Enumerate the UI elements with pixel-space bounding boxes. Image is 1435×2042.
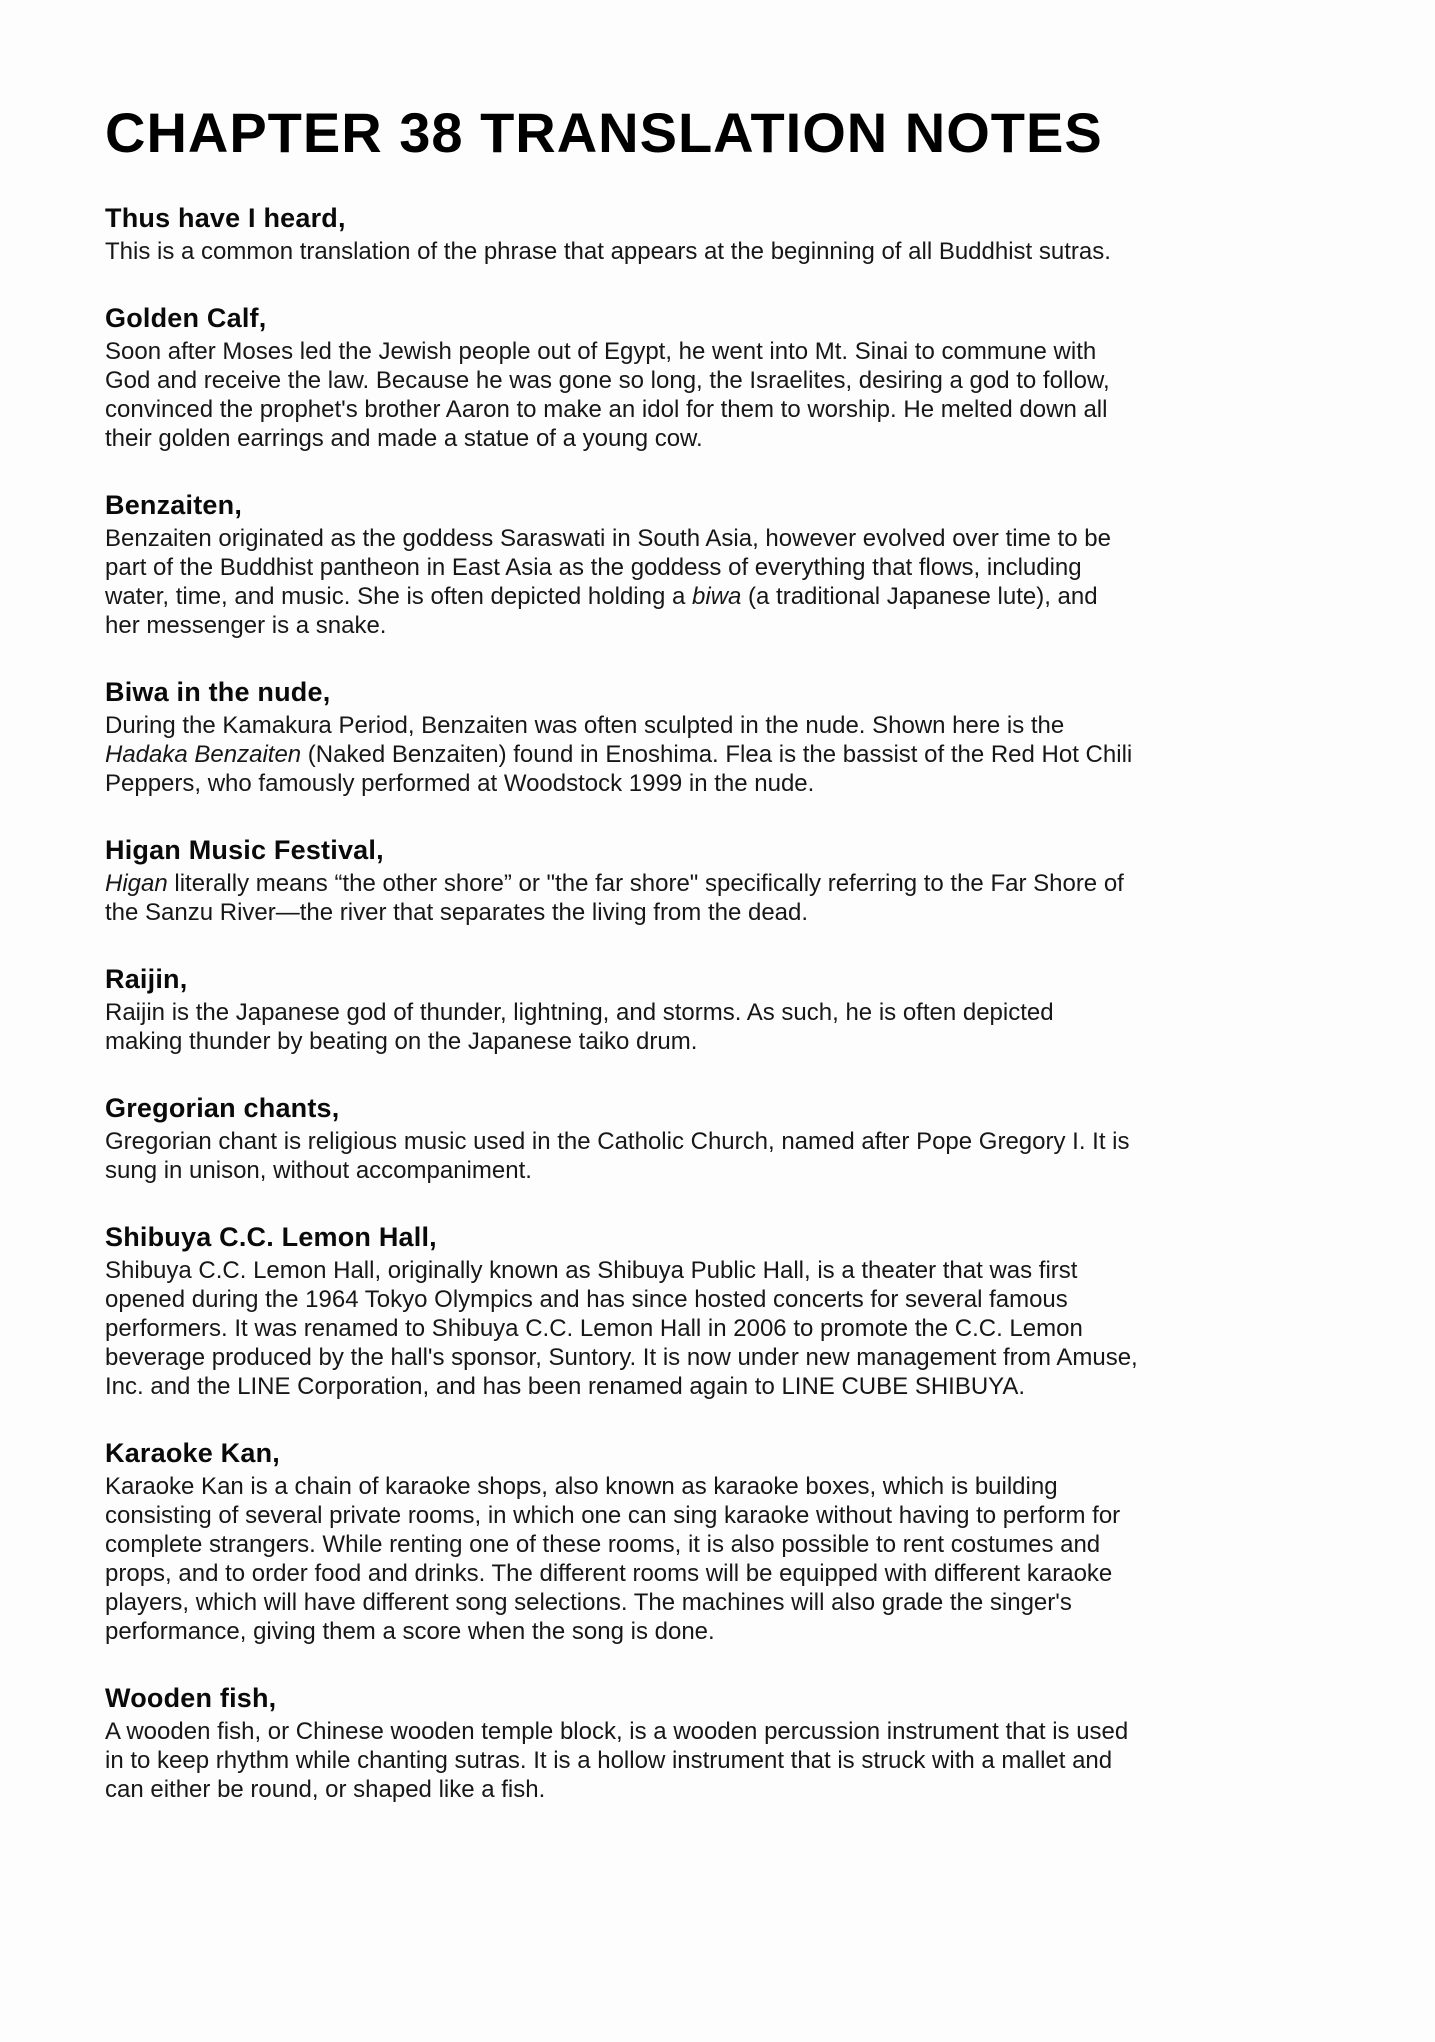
note-heading: Golden Calf, [105, 303, 267, 333]
note-section [105, 963, 1335, 1056]
text-segment: Shibuya C.C. Lemon Hall, originally known as Shibuya Public Hall, is a theater that was first [105, 1257, 1078, 1284]
note-line [105, 395, 1335, 424]
notes-list [105, 202, 1335, 1804]
note-line [105, 524, 1335, 553]
note-line [105, 1775, 1335, 1804]
text-segment: their golden earrings and made a statue of a young cow. [105, 425, 703, 452]
note-paragraph [105, 869, 1335, 927]
text-segment: Peppers, who famously performed at Woodstock 1999 in the nude. [105, 770, 815, 797]
note-paragraph [105, 524, 1335, 640]
note-paragraph [105, 1127, 1335, 1185]
note-paragraph [105, 711, 1335, 798]
note-heading: Biwa in the nude, [105, 677, 331, 707]
note-section [105, 1682, 1335, 1804]
text-segment: consisting of several private rooms, in which one can sing karaoke without having to perform for [105, 1502, 1121, 1529]
note-section [105, 834, 1335, 927]
text-segment: Karaoke Kan is a chain of karaoke shops, also known as karaoke boxes, which is building [105, 1473, 1058, 1500]
text-segment: convinced the prophet's brother Aaron to make an idol for them to worship. He melted down all [105, 396, 1108, 423]
note-line [105, 1472, 1335, 1501]
note-line [105, 1256, 1335, 1285]
text-segment: making thunder by beating on the Japanese taiko drum. [105, 1028, 698, 1055]
text-segment: Raijin is the Japanese god of thunder, lightning, and storms. As such, he is often depicted [105, 999, 1054, 1026]
text-segment: players, which will have different song selections. The machines will also grade the singer's [105, 1589, 1072, 1616]
note-line [105, 553, 1335, 582]
text-segment: part of the Buddhist pantheon in East Asia as the goddess of everything that flows, including [105, 554, 1082, 581]
text-segment: Benzaiten originated as the goddess Saraswati in South Asia, however evolved over time to be [105, 525, 1111, 552]
note-line [105, 769, 1335, 798]
text-segment: Higan [105, 870, 168, 897]
note-line [105, 998, 1335, 1027]
note-line [105, 1027, 1335, 1056]
text-segment: Gregorian chant is religious music used in the Catholic Church, named after Pope Gregory I. It is [105, 1128, 1130, 1155]
note-heading: Karaoke Kan, [105, 1438, 280, 1468]
text-segment: performers. It was renamed to Shibuya C.C. Lemon Hall in 2006 to promote the C.C. Lemon [105, 1315, 1083, 1342]
note-line [105, 898, 1335, 927]
note-paragraph [105, 1472, 1335, 1646]
text-segment: (a traditional Japanese lute), and [741, 583, 1098, 610]
text-segment: biwa [692, 583, 742, 610]
text-segment: the Sanzu River—the river that separates the living from the dead. [105, 899, 809, 926]
text-segment: Soon after Moses led the Jewish people out of Egypt, he went into Mt. Sinai to commune with [105, 338, 1097, 365]
text-segment: in to keep rhythm while chanting sutras. It is a hollow instrument that is struck with a mallet and [105, 1747, 1113, 1774]
note-line [105, 711, 1335, 740]
note-line [105, 366, 1335, 395]
note-heading: Wooden fish, [105, 1683, 277, 1713]
note-section [105, 202, 1335, 266]
text-segment: During the Kamakura Period, Benzaiten was often sculpted in the nude. Shown here is the [105, 712, 1065, 739]
note-paragraph [105, 998, 1335, 1056]
note-heading: Higan Music Festival, [105, 835, 384, 865]
text-segment: can either be round, or shaped like a fish. [105, 1776, 546, 1803]
note-line [105, 1530, 1335, 1559]
note-line [105, 1314, 1335, 1343]
text-segment: performance, giving them a score when the song is done. [105, 1618, 715, 1645]
note-paragraph [105, 337, 1335, 453]
text-segment: This is a common translation of the phrase that appears at the beginning of all Buddhist sutras. [105, 238, 1111, 265]
note-line [105, 237, 1335, 266]
note-heading: Gregorian chants, [105, 1093, 340, 1123]
text-segment: sung in unison, without accompaniment. [105, 1157, 532, 1184]
note-paragraph [105, 237, 1335, 266]
text-segment: water, time, and music. She is often depicted holding a [105, 583, 693, 610]
note-line [105, 869, 1335, 898]
note-line [105, 1559, 1335, 1588]
note-line [105, 1501, 1335, 1530]
text-segment: Hadaka Benzaiten [105, 741, 302, 768]
text-segment: her messenger is a snake. [105, 612, 387, 639]
note-heading: Thus have I heard, [105, 203, 346, 233]
text-segment: beverage produced by the hall's sponsor, Suntory. It is now under new management from Amuse, [105, 1344, 1138, 1371]
note-paragraph [105, 1717, 1335, 1804]
note-line [105, 1156, 1335, 1185]
text-segment: complete strangers. While renting one of these rooms, it is also possible to rent costumes and [105, 1531, 1101, 1558]
note-paragraph [105, 1256, 1335, 1401]
note-line [105, 1343, 1335, 1372]
note-section [105, 1221, 1335, 1401]
note-section [105, 489, 1335, 640]
note-line [105, 1588, 1335, 1617]
note-heading: Raijin, [105, 964, 188, 994]
note-line [105, 611, 1335, 640]
text-segment: literally means “the other shore” or "the far shore" specifically referring to the Far Shore of [167, 870, 1124, 897]
text-segment: props, and to order food and drinks. The different rooms will be equipped with different karaoke [105, 1560, 1113, 1587]
note-section [105, 1437, 1335, 1646]
note-line [105, 1372, 1335, 1401]
text-segment: Inc. and the LINE Corporation, and has been renamed again to LINE CUBE SHIBUYA. [105, 1373, 1026, 1400]
note-line [105, 740, 1335, 769]
note-line [105, 1285, 1335, 1314]
text-segment: A wooden fish, or Chinese wooden temple block, is a wooden percussion instrument that is used [105, 1718, 1129, 1745]
note-line [105, 1617, 1335, 1646]
text-segment: opened during the 1964 Tokyo Olympics and has since hosted concerts for several famous [105, 1286, 1068, 1313]
page-title: CHAPTER 38 TRANSLATION NOTES [105, 101, 1103, 164]
note-line [105, 424, 1335, 453]
text-segment: (Naked Benzaiten) found in Enoshima. Flea is the bassist of the Red Hot Chili [301, 741, 1133, 768]
note-section [105, 1092, 1335, 1185]
text-segment: God and receive the law. Because he was gone so long, the Israelites, desiring a god to follow, [105, 367, 1110, 394]
note-line [105, 1127, 1335, 1156]
note-heading: Shibuya C.C. Lemon Hall, [105, 1222, 437, 1252]
note-line [105, 1717, 1335, 1746]
note-line [105, 337, 1335, 366]
note-section [105, 302, 1335, 453]
note-line [105, 582, 1335, 611]
note-line [105, 1746, 1335, 1775]
note-heading: Benzaiten, [105, 490, 243, 520]
note-section [105, 676, 1335, 798]
